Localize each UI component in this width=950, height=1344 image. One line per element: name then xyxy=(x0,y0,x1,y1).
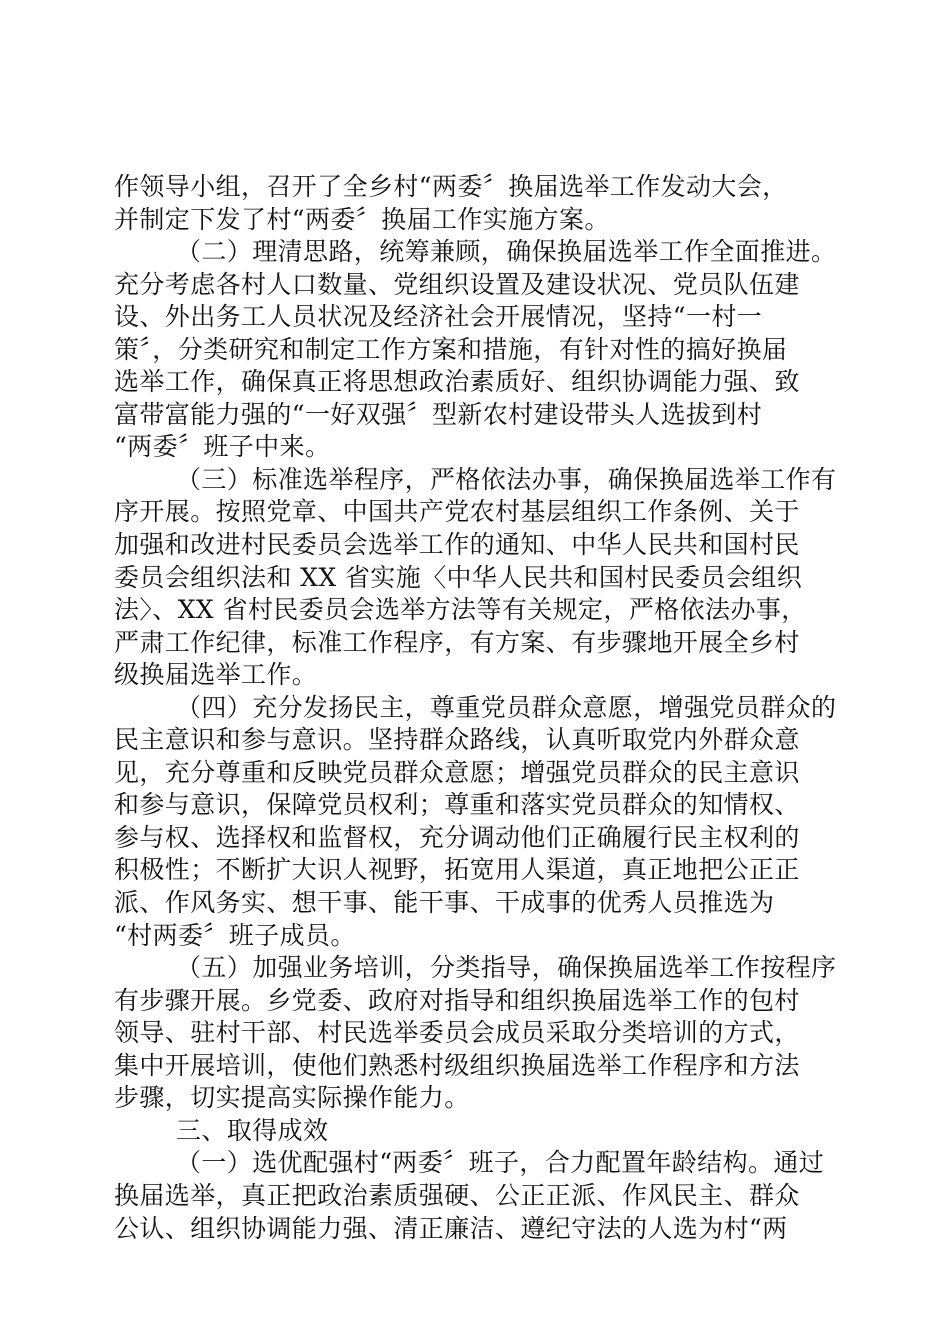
text-line: 法〉、XX 省村民委员会选举方法等有关规定，严格依法办事， xyxy=(114,595,807,625)
document-body xyxy=(114,171,840,1245)
text-line: 积极性；不断扩大识人视野，拓宽用人渠道，真正地把公正正 xyxy=(114,855,800,885)
text-line: （三）标准选举程序，严格依法办事，确保换届选举工作有 xyxy=(176,464,837,494)
text-line: 领导、驻村干部、村民选举委员会成员采取分类培训的方式， xyxy=(114,1018,800,1048)
text-line: 三、取得成效 xyxy=(176,1115,329,1145)
text-line: 充分考虑各村人口数量、党组织设置及建设状况、党员队伍建 xyxy=(114,269,800,299)
text-line: 委员会组织法和 XX 省实施〈中华人民共和国村民委员会组织 xyxy=(114,562,803,592)
text-line: 集中开展培训，使他们熟悉村级组织换届选举工作程序和方法 xyxy=(114,1050,800,1080)
text-line: 并制定下发了村“两委〞换届工作实施方案。 xyxy=(114,204,610,234)
text-line: 公认、组织协调能力强、清正廉洁、遵纪守法的人选为村“两 xyxy=(114,1213,788,1243)
text-line: 选举工作，确保真正将思想政治素质好、组织协调能力强、致 xyxy=(114,367,800,397)
text-line: 参与权、选择权和监督权，充分调动他们正确履行民主权利的 xyxy=(114,822,800,852)
text-line: “村两委〞班子成员。 xyxy=(114,920,356,950)
text-line: （二）理清思路，统筹兼顾，确保换届选举工作全面推进。 xyxy=(176,237,837,267)
text-line: 民主意识和参与意识。坚持群众路线，认真听取党内外群众意 xyxy=(114,725,800,755)
text-line: 换届选举，真正把政治素质强硬、公正正派、作风民主、群众 xyxy=(114,1180,800,1210)
text-line: 派、作风务实、想干事、能干事、干成事的优秀人员推选为 xyxy=(114,888,775,918)
text-line: （五）加强业务培训，分类指导，确保换届选举工作按程序 xyxy=(176,953,837,983)
text-line: 严肃工作纪律，标准工作程序，有方案、有步骤地开展全乡村 xyxy=(114,627,800,657)
text-line: 作领导小组，召开了全乡村“两委〞换届选举工作发动大会， xyxy=(114,172,788,201)
text-line: 设、外出务工人员状况及经济社会开展情况，坚持“一村一 xyxy=(114,302,763,332)
text-line: 策〞，分类研究和制定工作方案和措施，有针对性的搞好换届 xyxy=(114,334,788,364)
text-line: 步骤，切实提高实际操作能力。 xyxy=(114,1083,470,1113)
text-line: “两委〞班子中来。 xyxy=(114,432,331,462)
text-line: （四）充分发扬民主，尊重党员群众意愿，增强党员群众的 xyxy=(176,692,837,722)
text-line: 序开展。按照党章、中国共产党农村基层组织工作条例、关于 xyxy=(114,497,800,527)
text-line: （一）选优配强村“两委〞班子，合力配置年龄结构。通过 xyxy=(176,1148,825,1178)
text-line: 加强和改进村民委员会选举工作的通知、中华人民共和国村民 xyxy=(114,530,800,560)
text-line: 富带富能力强的“一好双强〞型新农村建设带头人选拔到村 xyxy=(114,399,763,429)
text-line: 有步骤开展。乡党委、政府对指导和组织换届选举工作的包村 xyxy=(114,985,800,1015)
text-line: 级换届选举工作。 xyxy=(114,660,318,690)
text-line: 和参与意识，保障党员权利；尊重和落实党员群众的知情权、 xyxy=(114,790,800,820)
text-line: 见，充分尊重和反映党员群众意愿；增强党员群众的民主意识 xyxy=(114,757,800,787)
